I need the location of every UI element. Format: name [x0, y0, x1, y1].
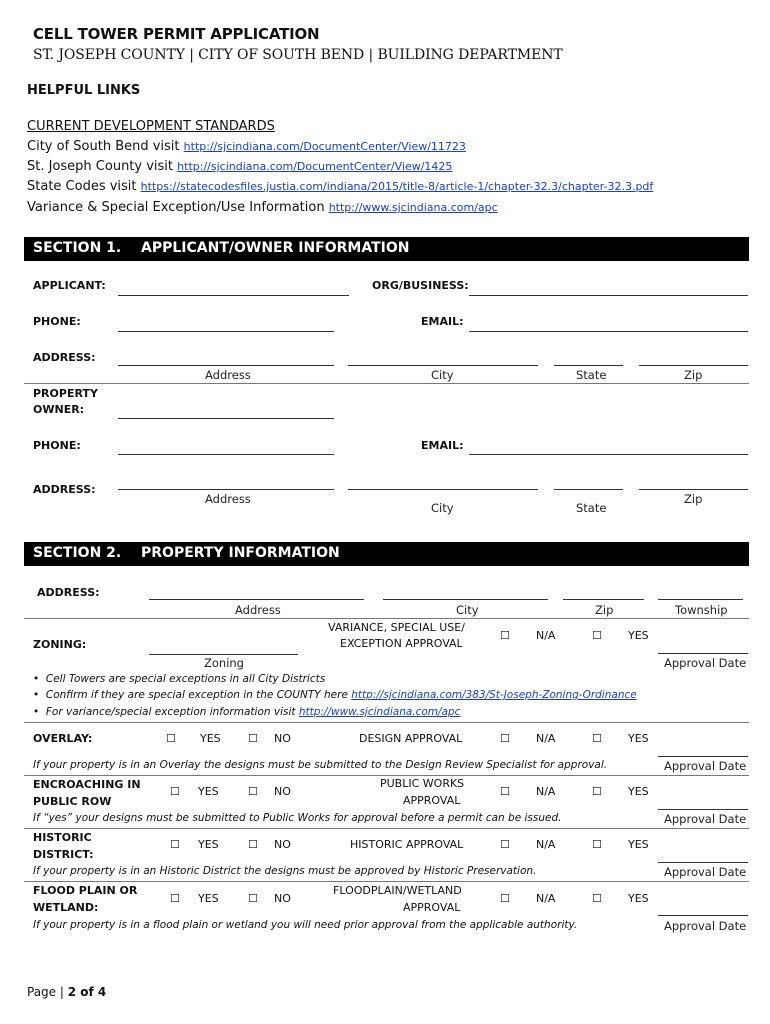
property-owner-field[interactable]	[118, 418, 334, 419]
historic-no-label: NO	[274, 838, 291, 851]
variance-approval-date-field[interactable]	[658, 653, 748, 654]
encroaching-label-1: ENCROACHING IN	[33, 778, 141, 791]
overlay-no-label: NO	[274, 732, 291, 745]
property-address-field[interactable]	[149, 599, 364, 600]
owner-address-label: ADDRESS:	[33, 483, 96, 496]
owner-email-label: EMAIL:	[421, 439, 464, 452]
design-approval-label: DESIGN APPROVAL	[359, 732, 463, 745]
flood-no-label: NO	[274, 892, 291, 905]
approval-date-sublabel: Approval Date	[664, 759, 747, 773]
property-township-field[interactable]	[658, 599, 743, 600]
bullet-text: Confirm if they are special exception in the COUNTY here	[45, 689, 352, 701]
owner-phone-label: PHONE:	[33, 439, 81, 452]
overlay-no-checkbox[interactable]: ☐	[248, 732, 258, 745]
flood-yes-checkbox[interactable]: ☐	[170, 892, 180, 905]
state-codes-link[interactable]: https://statecodesfiles.justia.com/indiana/2015/title-8/article-1/chapter-32.3/chapter-32.3.pdf	[140, 180, 654, 193]
city-field[interactable]	[348, 365, 538, 366]
city-sublabel: City	[431, 368, 454, 382]
encroach-yes-label: YES	[198, 785, 219, 798]
owner-state-sublabel: State	[576, 501, 607, 515]
flood-na-label: N/A	[536, 892, 556, 905]
section-name: APPLICANT/OWNER INFORMATION	[141, 240, 410, 256]
variance-yes-checkbox[interactable]: ☐	[592, 629, 602, 642]
address-label: ADDRESS:	[33, 351, 96, 364]
owner-state-field[interactable]	[554, 489, 623, 490]
property-zip-field[interactable]	[563, 599, 644, 600]
encroach-no-label: NO	[274, 785, 291, 798]
property-zip-sublabel: Zip	[595, 603, 614, 617]
bullet-item: • Confirm if they are special exception in the COUNTY here http://sjcindiana.com/383/St-Joseph-Zoning-Ordinance	[33, 689, 637, 701]
current-dev-standards: CURRENT DEVELOPMENT STANDARDS	[27, 119, 275, 134]
encroach-note: If “yes” your designs must be submitted to Public Works for approval before a permit can be issued.	[33, 812, 562, 824]
applicant-field[interactable]	[118, 295, 349, 296]
state-sublabel: State	[576, 368, 607, 382]
variance-na-label: N/A	[536, 629, 556, 642]
helpful-links-heading: HELPFUL LINKS	[27, 83, 141, 98]
phone-label: PHONE:	[33, 315, 81, 328]
bullet-text: Cell Towers are special exceptions in all City Districts	[45, 673, 326, 685]
zoning-field[interactable]	[149, 654, 298, 655]
city-standards-link[interactable]: http://sjcindiana.com/DocumentCenter/View/11723	[183, 140, 466, 153]
zoning-ordinance-link[interactable]: http://sjcindiana.com/383/St-Joseph-Zoning-Ordinance	[351, 689, 637, 701]
variance-label-2: EXCEPTION APPROVAL	[340, 637, 463, 650]
flood-note: If your property is in a flood plain or wetland you will need prior approval from the applicable authority.	[33, 919, 578, 931]
historic-approval-yes-checkbox[interactable]: ☐	[592, 838, 602, 851]
page-number	[27, 985, 106, 999]
state-field[interactable]	[554, 365, 623, 366]
link-label: State Codes visit	[27, 179, 141, 194]
address-field[interactable]	[118, 365, 334, 366]
divider	[24, 722, 749, 723]
pw-yes-checkbox[interactable]: ☐	[592, 785, 602, 798]
phone-field[interactable]	[118, 331, 334, 332]
zoning-label: ZONING:	[33, 638, 87, 651]
owner-city-field[interactable]	[348, 489, 538, 490]
encroach-yes-checkbox[interactable]: ☐	[170, 785, 180, 798]
link-row-variance	[27, 200, 498, 215]
approval-date-sublabel: Approval Date	[664, 865, 747, 879]
flood-approval-yes-label: YES	[628, 892, 649, 905]
overlay-yes-checkbox[interactable]: ☐	[166, 732, 176, 745]
email-label: EMAIL:	[421, 315, 464, 328]
bullet-text: For variance/special exception information visit	[45, 706, 299, 718]
historic-na-label: N/A	[536, 838, 556, 851]
design-approval-date-field[interactable]	[658, 756, 748, 757]
divider	[24, 618, 749, 619]
historic-label-2: DISTRICT:	[33, 848, 94, 861]
org-label: ORG/BUSINESS:	[372, 279, 469, 292]
flood-approval-date-field[interactable]	[658, 915, 748, 916]
divider	[24, 881, 749, 882]
flood-label-2: WETLAND:	[33, 901, 99, 914]
owner-address-field[interactable]	[118, 489, 334, 490]
variance-label-1: VARIANCE, SPECIAL USE/	[328, 621, 465, 634]
link-row-county	[27, 159, 452, 174]
owner-email-field[interactable]	[469, 454, 748, 455]
bullet-item: • Cell Towers are special exceptions in all City Districts	[33, 673, 326, 685]
property-city-field[interactable]	[383, 599, 548, 600]
link-label: City of South Bend visit	[27, 139, 184, 154]
floodplain-approval-label-2: APPROVAL	[403, 901, 461, 914]
historic-yes-checkbox[interactable]: ☐	[170, 838, 180, 851]
property-owner-label-1: PROPERTY	[33, 387, 98, 400]
historic-yes-label: YES	[198, 838, 219, 851]
public-works-label-2: APPROVAL	[403, 794, 461, 807]
pw-approval-date-field[interactable]	[658, 809, 748, 810]
zoning-sublabel: Zoning	[204, 656, 244, 670]
zip-field[interactable]	[639, 365, 748, 366]
design-na-checkbox[interactable]: ☐	[500, 732, 510, 745]
divider	[24, 828, 749, 829]
approval-date-sublabel: Approval Date	[664, 919, 747, 933]
divider	[24, 775, 749, 776]
divider	[24, 383, 749, 384]
variance-info-link[interactable]: http://www.sjcindiana.com/apc	[328, 201, 498, 214]
flood-no-checkbox[interactable]: ☐	[248, 892, 258, 905]
encroaching-label-2: PUBLIC ROW	[33, 795, 112, 808]
link-row-state	[27, 179, 653, 194]
section-number: SECTION 2.	[33, 545, 122, 561]
approval-date-sublabel: Approval Date	[664, 656, 747, 670]
section-name: PROPERTY INFORMATION	[141, 545, 340, 561]
overlay-label: OVERLAY:	[33, 732, 93, 745]
link-label: St. Joseph County visit	[27, 159, 178, 174]
variance-na-checkbox[interactable]: ☐	[500, 629, 510, 642]
owner-phone-field[interactable]	[118, 454, 334, 455]
historic-approval-label: HISTORIC APPROVAL	[350, 838, 464, 851]
link-label: Variance & Special Exception/Use Information	[27, 200, 329, 215]
overlay-note: If your property is in an Overlay the designs must be submitted to the Design Review Specialist for approval.	[33, 759, 608, 771]
applicant-label: APPLICANT:	[33, 279, 106, 292]
owner-zip-field[interactable]	[639, 489, 748, 490]
property-township-sublabel: Township	[675, 603, 728, 617]
overlay-yes-label: YES	[200, 732, 221, 745]
design-yes-label: YES	[628, 732, 649, 745]
section-1-header	[24, 237, 749, 261]
pw-na-checkbox[interactable]: ☐	[500, 785, 510, 798]
variance-yes-label: YES	[628, 629, 649, 642]
public-works-label-1: PUBLIC WORKS	[380, 777, 465, 790]
flood-yes-label: YES	[198, 892, 219, 905]
flood-na-checkbox[interactable]: ☐	[500, 892, 510, 905]
owner-city-sublabel: City	[431, 501, 454, 515]
property-address-sublabel: Address	[235, 603, 281, 617]
page-value: 2 of 4	[67, 985, 107, 999]
historic-approval-date-field[interactable]	[658, 862, 748, 863]
address-sublabel: Address	[205, 368, 251, 382]
link-row-city	[27, 139, 466, 154]
property-address-label: ADDRESS:	[37, 586, 100, 599]
historic-no-checkbox[interactable]: ☐	[248, 838, 258, 851]
property-owner-label-2: OWNER:	[33, 403, 85, 416]
pw-yes-label: YES	[628, 785, 649, 798]
page-subtitle: ST. JOSEPH COUNTY | CITY OF SOUTH BEND | BUILDING DEPARTMENT	[33, 47, 563, 63]
owner-address-sublabel: Address	[205, 492, 251, 506]
bullet-item: • For variance/special exception information visit http://www.sjcindiana.com/apc	[33, 706, 461, 718]
historic-approval-yes-label: YES	[628, 838, 649, 851]
section-2-header	[24, 542, 749, 566]
design-na-label: N/A	[536, 732, 556, 745]
section-number: SECTION 1.	[33, 240, 122, 256]
historic-na-checkbox[interactable]: ☐	[500, 838, 510, 851]
zip-sublabel: Zip	[684, 368, 703, 382]
design-yes-checkbox[interactable]: ☐	[592, 732, 602, 745]
page-title: CELL TOWER PERMIT APPLICATION	[33, 25, 320, 43]
approval-date-sublabel: Approval Date	[664, 812, 747, 826]
flood-label-1: FLOOD PLAIN OR	[33, 884, 138, 897]
org-field[interactable]	[469, 295, 748, 296]
page-label: Page |	[27, 985, 68, 999]
apc-link[interactable]: http://www.sjcindiana.com/apc	[298, 706, 461, 718]
floodplain-approval-label-1: FLOODPLAIN/WETLAND	[333, 884, 462, 897]
historic-note: If your property is in an Historic District the designs must be approved by Historic Preservation.	[33, 865, 537, 877]
county-standards-link[interactable]: http://sjcindiana.com/DocumentCenter/View/1425	[177, 160, 453, 173]
owner-zip-sublabel: Zip	[684, 492, 703, 506]
historic-label-1: HISTORIC	[33, 831, 92, 844]
flood-approval-yes-checkbox[interactable]: ☐	[592, 892, 602, 905]
pw-na-label: N/A	[536, 785, 556, 798]
property-city-sublabel: City	[456, 603, 479, 617]
encroach-no-checkbox[interactable]: ☐	[248, 785, 258, 798]
email-field[interactable]	[469, 331, 748, 332]
